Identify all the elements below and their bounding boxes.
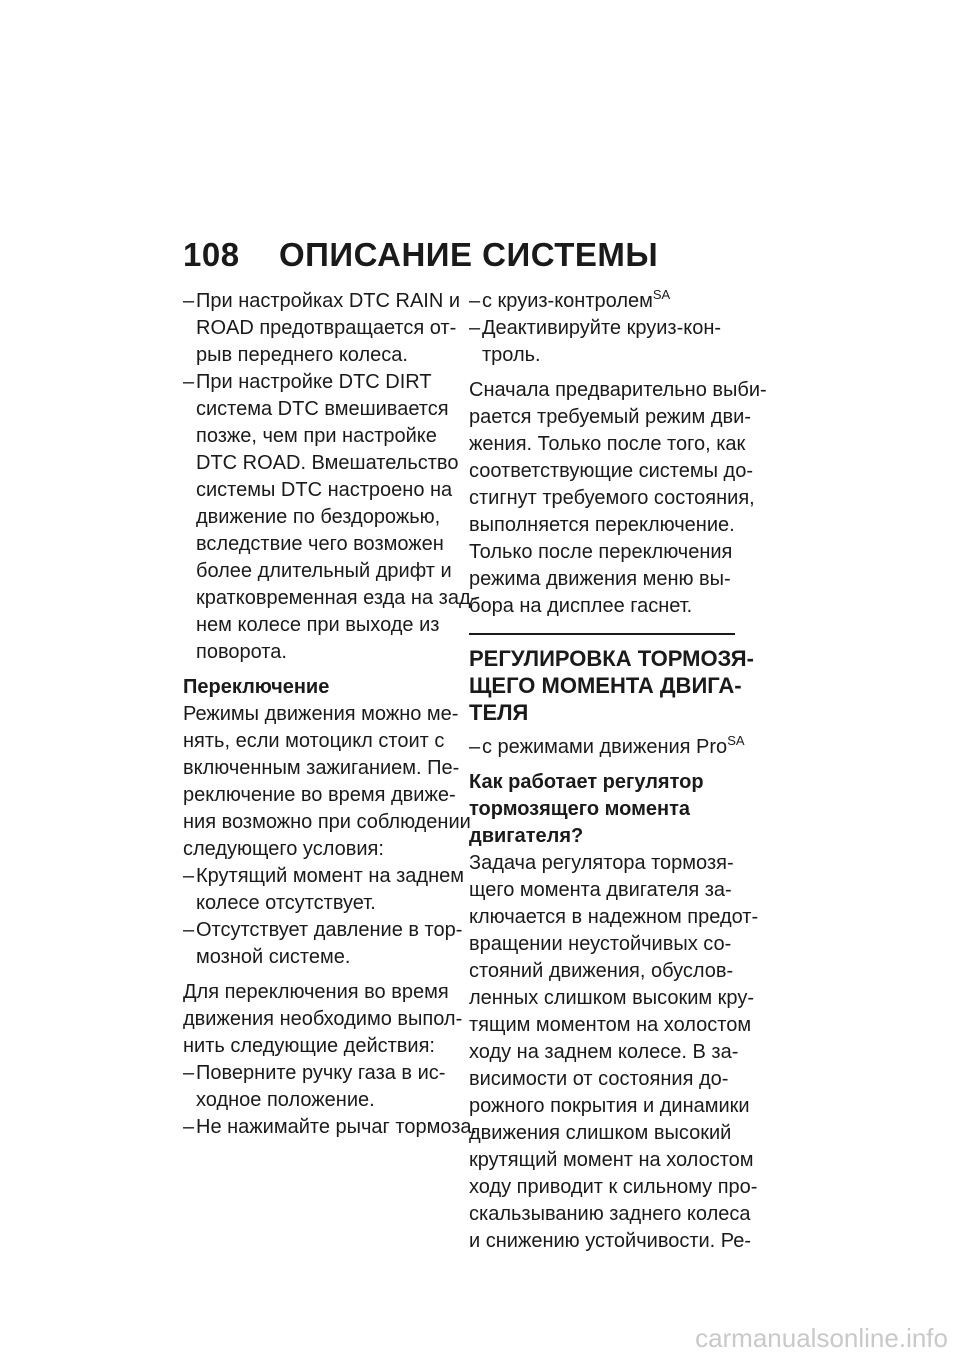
paragraph xyxy=(183,701,471,863)
paragraph-line: стояний движения, обуслов- xyxy=(469,960,734,982)
paragraph-line: Только после переключения xyxy=(469,541,733,563)
dash-marker: – xyxy=(183,865,195,887)
paragraph-line: ленных слишком высоким кру- xyxy=(469,987,754,1009)
paragraph-line: рается требуемый режим дви- xyxy=(469,406,751,428)
subheading-line: Как работает регулятор xyxy=(469,771,704,793)
paragraph-line: движения слишком высокий xyxy=(469,1122,732,1144)
list-item-text: более длительный дрифт и xyxy=(196,560,452,582)
left-column xyxy=(183,288,478,1141)
paragraph-line: тящим моментом на холостом xyxy=(469,1014,752,1036)
dash-marker: – xyxy=(183,1116,195,1138)
paragraph-line: ходу приводит к сильному про- xyxy=(469,1176,758,1198)
dash-marker: – xyxy=(183,290,195,312)
list-item-text: Не нажимайте рычаг тормоза. xyxy=(196,1116,478,1138)
dash-marker: – xyxy=(183,371,195,393)
list-item-text: система DTC вмешивается xyxy=(196,398,449,420)
page-title: ОПИСАНИЕ СИСТЕМЫ xyxy=(279,236,659,273)
list-item-text: движение по бездорожью, xyxy=(196,506,441,528)
paragraph-line: крутящий момент на холостом xyxy=(469,1149,754,1171)
paragraph-line: Для переключения во время xyxy=(183,981,449,1003)
subheading-line: тормозящего момента xyxy=(469,798,691,820)
dash-marker: – xyxy=(469,317,481,339)
dash-marker: – xyxy=(183,919,195,941)
paragraph-line: щего момента двигателя за- xyxy=(469,879,732,901)
paragraph-line: вращении неустойчивых со- xyxy=(469,933,732,955)
list-item xyxy=(183,1060,455,1114)
paragraph-line: Режимы движения можно ме- xyxy=(183,703,459,725)
paragraph-line: ния возможно при соблюдении xyxy=(183,811,471,833)
sa-superscript: SA xyxy=(652,287,671,302)
subheading xyxy=(469,769,741,850)
list-item xyxy=(183,1114,478,1141)
list-item-text: системы DTC настроено на xyxy=(196,479,453,501)
list-item-text: нем колесе при выходе из xyxy=(196,614,440,636)
list-item xyxy=(183,369,478,666)
list-item-text: вследствие чего возможен xyxy=(196,533,444,555)
list-item-text: Крутящий момент на заднем xyxy=(196,865,465,887)
list-item-text: мозной системе. xyxy=(196,946,351,968)
paragraph-line: следующего условия: xyxy=(183,838,384,860)
paragraph-line: Задача регулятора тормозя- xyxy=(469,852,734,874)
list-item-text: Отсутствует давление в тор- xyxy=(196,919,463,941)
sa-superscript: SA xyxy=(727,733,745,748)
paragraph-line: включенным зажиганием. Пе- xyxy=(183,757,460,779)
list-item-text: При настройках DTC RAIN и xyxy=(196,290,461,312)
paragraph-line: нить следующие действия: xyxy=(183,1035,435,1057)
paragraph-line: и снижению устойчивости. Ре- xyxy=(469,1230,752,1252)
list-item-text: поворота. xyxy=(196,641,287,663)
section-title-line: ЩЕГО МОМЕНТА ДВИГА- xyxy=(469,673,742,698)
list-item xyxy=(469,315,741,369)
paragraph xyxy=(183,979,463,1060)
paragraph-line: скальзыванию заднего колеса xyxy=(469,1203,751,1225)
list-item-text: колесе отсутствует. xyxy=(196,892,376,914)
list-item-text: с режимами движения Pro xyxy=(482,736,728,758)
paragraph-line: Сначала предварительно выби- xyxy=(469,379,767,401)
list-item-text: При настройке DTC DIRT xyxy=(196,371,432,393)
section-title xyxy=(469,645,754,726)
list-item xyxy=(469,288,741,315)
list-item-text: Поверните ручку газа в ис- xyxy=(196,1062,446,1084)
subheading-line: двигателя? xyxy=(469,825,584,847)
list-item xyxy=(183,917,463,971)
paragraph-line: нять, если мотоцикл стоит с xyxy=(183,730,445,752)
dash-marker: – xyxy=(469,290,481,312)
dash-marker: – xyxy=(469,736,481,758)
dash-marker: – xyxy=(183,1062,195,1084)
list-item-text: позже, чем при настройке xyxy=(196,425,437,447)
paragraph-line: стигнут требуемого состояния, xyxy=(469,487,755,509)
list-item xyxy=(183,288,461,369)
paragraph xyxy=(469,377,767,620)
list-item-text: ходное положение. xyxy=(196,1089,375,1111)
section-heading-switch: Переключение xyxy=(183,676,330,698)
paragraph-line: реключение во время движе- xyxy=(183,784,456,806)
section-title-line: ТЕЛЯ xyxy=(469,700,529,725)
section-divider xyxy=(469,633,735,635)
list-item-text: кратковременная езда на зад- xyxy=(196,587,478,609)
paragraph-line: жения. Только после того, как xyxy=(469,433,746,455)
list-item xyxy=(183,863,465,917)
list-item xyxy=(469,733,745,761)
page-number: 108 xyxy=(183,236,240,273)
list-item-text: с круиз-контролем xyxy=(482,290,653,312)
list-item-text: рыв переднего колеса. xyxy=(196,344,408,366)
paragraph-line: бора на дисплее гаснет. xyxy=(469,595,693,617)
paragraph xyxy=(469,850,759,1255)
paragraph-line: ходу на заднем колесе. В за- xyxy=(469,1041,739,1063)
paragraph-line: соответствующие системы до- xyxy=(469,460,754,482)
list-item-text: DTC ROAD. Вмешательство xyxy=(196,452,459,474)
paragraph-line: висимости от состояния до- xyxy=(469,1068,729,1090)
section-title-line: РЕГУЛИРОВКА ТОРМОЗЯ- xyxy=(469,646,754,671)
watermark: carmanualsonline.info xyxy=(695,1323,948,1353)
paragraph-line: выполняется переключение. xyxy=(469,514,735,536)
paragraph-line: ключается в надежном предот- xyxy=(469,906,759,928)
right-column xyxy=(469,287,767,1255)
paragraph-line: режима движения меню вы- xyxy=(469,568,731,590)
list-item-text: Деактивируйте круиз-кон- xyxy=(482,317,722,339)
list-item-text: троль. xyxy=(482,344,541,366)
list-item-text: ROAD предотвращается от- xyxy=(196,317,457,339)
paragraph-line: движения необходимо выпол- xyxy=(183,1008,463,1030)
paragraph-line: рожного покрытия и динамики xyxy=(469,1095,750,1117)
